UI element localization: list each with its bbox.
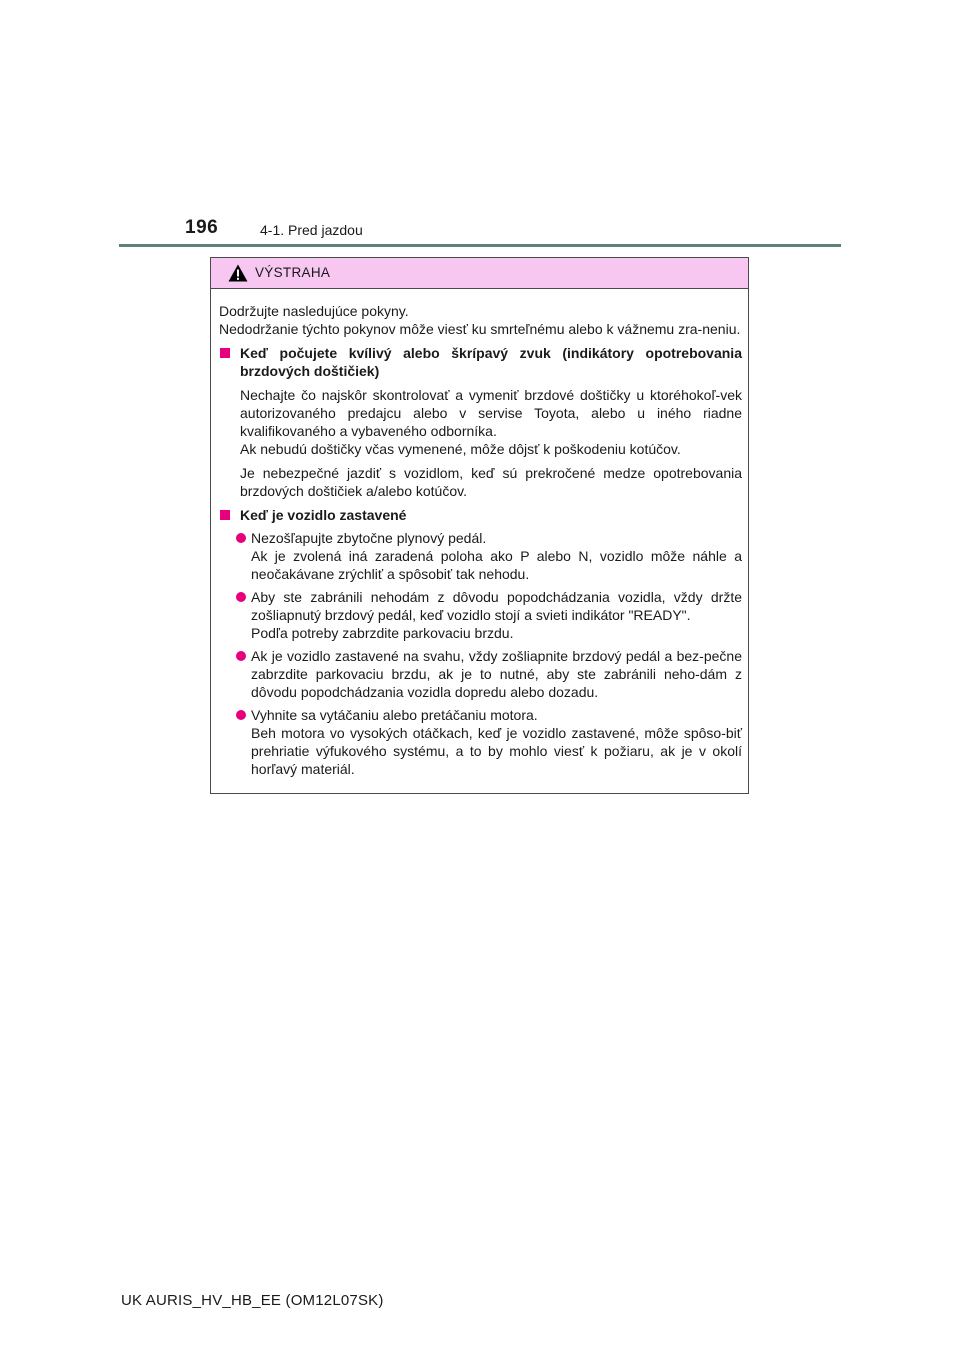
- list-item: [219, 588, 742, 642]
- intro-line: Nedodržanie týchto pokynov môže viesť ku smrteľnému alebo k vážnemu zra-neniu.: [219, 321, 741, 337]
- paragraph: [219, 386, 742, 458]
- circle-bullet-icon: [236, 651, 246, 661]
- document-code: UK AURIS_HV_HB_EE (OM12L07SK): [121, 1292, 384, 1309]
- warning-title: VÝSTRAHA: [255, 265, 331, 280]
- page-number: 196: [185, 217, 219, 238]
- circle-bullet-icon: [236, 533, 246, 543]
- list-item-line: Aby ste zabránili nehodám z dôvodu popodchádzania vozidla, vždy držte zošliapnutý brzdový pedál, keď vozidlo stojí a svieti indikátor "READY".: [251, 589, 742, 623]
- intro-line: Dodržujte nasledujúce pokyny.: [219, 303, 409, 319]
- warning-header: [211, 258, 748, 289]
- section-heading: [219, 344, 742, 380]
- warning-body: [211, 289, 748, 778]
- list-item-line: Podľa potreby zabrzdite parkovaciu brzdu.: [251, 625, 514, 641]
- square-bullet-icon: [220, 510, 230, 520]
- warning-triangle-icon: [228, 264, 248, 282]
- header-divider: [119, 244, 841, 247]
- list-item-line: Nezošľapujte zbytočne plynový pedál.: [251, 530, 487, 546]
- list-item-line: Ak je zvolená iná zaradená poloha ako P alebo N, vozidlo môže náhle a neočakávane zrýchliť a spôsobiť tak nehodu.: [251, 548, 742, 582]
- page-header: [0, 0, 960, 250]
- list-item: [219, 706, 742, 778]
- circle-bullet-icon: [236, 592, 246, 602]
- paragraph-line: Nechajte čo najskôr skontrolovať a vymeniť brzdové doštičky u ktoréhokoľ-vek autorizovaného predajcu alebo v servise Toyota, alebo u iného riadne kvalifikovaného a vybaveného odborníka.: [240, 387, 742, 439]
- list-item: [219, 647, 742, 701]
- section-title: 4-1. Pred jazdou: [260, 222, 363, 238]
- section-heading-text: Keď počujete kvílivý alebo škrípavý zvuk (indikátory opotrebovania brzdových doštičiek): [240, 345, 742, 379]
- list-item: [219, 529, 742, 583]
- paragraph: Je nebezpečné jazdiť s vozidlom, keď sú prekročené medze opotrebovania brzdových doštičiek a/alebo kotúčov.: [240, 465, 742, 499]
- list-item-line: Vyhnite sa vytáčaniu alebo pretáčaniu motora.: [251, 707, 538, 723]
- section-heading: [219, 506, 742, 524]
- section-heading-text: Keď je vozidlo zastavené: [240, 507, 407, 523]
- paragraph-line: Ak nebudú doštičky včas vymenené, môže dôjsť k poškodeniu kotúčov.: [240, 441, 681, 457]
- bullet-list: [219, 529, 742, 778]
- list-item-line: Ak je vozidlo zastavené na svahu, vždy zošliapnite brzdový pedál a bez-pečne zabrzdite parkovaciu brzdu, ak je to nutné, aby ste zabránili neho-dám z dôvodu popodchádzania vozidla dopredu alebo dozadu.: [251, 648, 742, 700]
- warning-box: [210, 257, 749, 794]
- circle-bullet-icon: [236, 710, 246, 720]
- square-bullet-icon: [220, 348, 230, 358]
- list-item-line: Beh motora vo vysokých otáčkach, keď je vozidlo zastavené, môže spôso-biť prehriatie výfukového systému, a to by mohlo viesť k požiaru, ak je v okolí horľavý materiál.: [251, 725, 742, 777]
- warning-intro: [219, 302, 742, 338]
